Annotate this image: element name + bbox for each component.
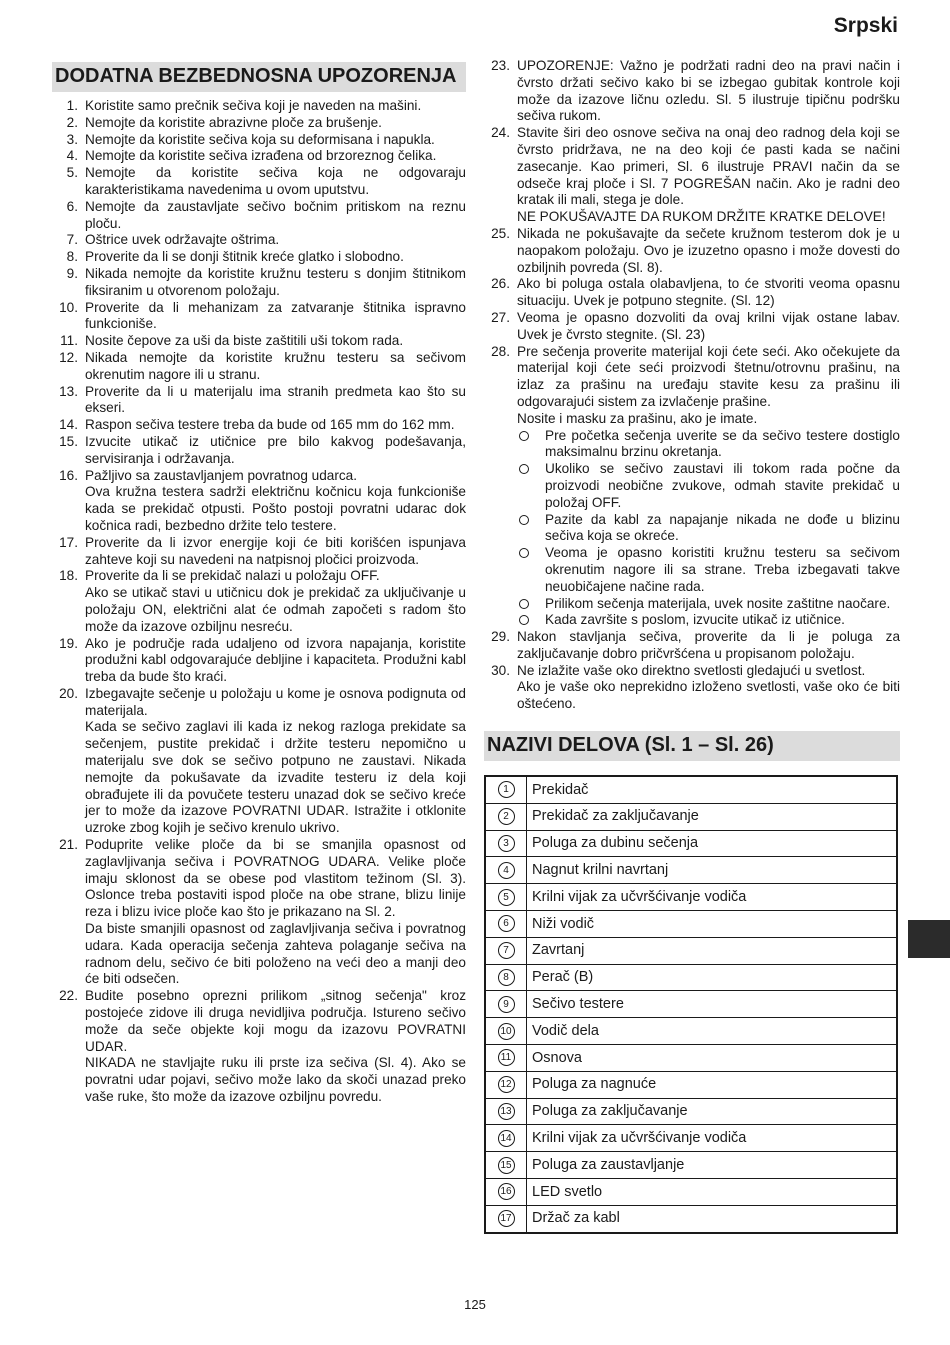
item-number: 5. [66, 165, 78, 181]
part-number-cell [485, 937, 527, 964]
item-body [78, 266, 466, 300]
safety-list-right [484, 58, 900, 713]
table-row [485, 803, 897, 830]
bullet-item [517, 428, 900, 462]
table-row [485, 1179, 897, 1206]
item-paragraph: Koristite samo prečnik sečiva koji je naveden na mašini. [85, 98, 422, 113]
part-name: Poluga za dubinu sečenja [527, 830, 898, 857]
part-number-cell [485, 1045, 527, 1072]
item-paragraph: Nosite čepove za uši da biste zaštitili uši tokom rada. [85, 333, 404, 349]
part-name: Zavrtanj [527, 937, 898, 964]
item-number: 26. [491, 276, 510, 292]
item-paragraph: Proverite da li se donji štitnik kreće glatko i slobodno. [85, 249, 404, 265]
item-body [78, 417, 466, 434]
list-item [52, 148, 466, 165]
item-paragraph: Pre sečenja proverite materijal koji ćete seći. Ako očekujete da materijal koji ćete seći proizvodi štetnu/otrovnu prašinu, na izlaz za prašinu na uređaju stavite kesu za prašinu ili odgovarajući sistem za izvlačenje prašine. [517, 343, 900, 409]
list-item [484, 125, 900, 226]
part-number-cell [485, 1098, 527, 1125]
list-item [52, 568, 466, 635]
part-number: 17 [498, 1210, 515, 1227]
list-item [52, 350, 466, 384]
item-paragraph: Izbegavajte sečenje u položaju u kome je osnova podignuta od materijala. [85, 685, 466, 718]
item-number: 14. [59, 417, 78, 433]
item-paragraph: Nemojte da koristite sečiva koja ne odgovaraju karakteristikama navedenima u ovom uputstvu. [85, 165, 466, 197]
item-body [78, 165, 466, 199]
part-number-cell [485, 1152, 527, 1179]
item-body [78, 384, 466, 418]
item-number: 28. [491, 343, 510, 359]
bullet-item [517, 512, 900, 546]
list-item [52, 636, 466, 686]
list-item [52, 333, 466, 350]
list-item [52, 98, 466, 115]
list-item [52, 384, 466, 418]
right-column [484, 58, 900, 1234]
item-body [78, 636, 466, 686]
item-number: 15. [59, 433, 78, 449]
item-body [78, 350, 466, 384]
list-item [52, 535, 466, 569]
item-number: 23. [491, 58, 510, 73]
item-paragraph: Izvucite utikač iz utičnice pre bilo kakvog podešavanja, servisiranja i održavanja. [85, 433, 466, 466]
part-name: Perač (B) [527, 964, 898, 991]
circle-bullet-icon [517, 596, 545, 613]
item-paragraph: Nemojte da koristite sečiva izrađena od brzoreznog čelika. [85, 148, 437, 164]
left-column [52, 62, 466, 1106]
part-number: 15 [498, 1157, 515, 1174]
item-paragraph: Budite posebno oprezni prilikom „sitnog sečenja" kroz postojeće zidove ili druga nevidljiva područja. Istureno sečivo može da seče objekte koji mogu da izazovu POVRATNI UDAR. [85, 988, 466, 1054]
part-number: 16 [498, 1183, 515, 1200]
part-name: Prekidač [527, 776, 898, 803]
item-number: 6. [66, 198, 78, 214]
circle-bullet-icon [517, 512, 545, 546]
part-number-cell [485, 991, 527, 1018]
list-item [52, 199, 466, 233]
item-paragraph: Da biste smanjili opasnost od zaglavljivanja sečiva i povratnog udara. Kada operacija sečenja zahteva polaganje sečiva na radnom delu, sečivo će biti položeno na veći deo a manji deo će biti odsečen. [85, 921, 466, 987]
item-body [78, 686, 466, 837]
item-number: 1. [66, 98, 78, 113]
bullet-text: Prilikom sečenja materijala, uvek nosite zaštitne naočare. [545, 595, 891, 611]
item-body [78, 98, 466, 115]
item-body [78, 132, 466, 149]
list-item [52, 837, 466, 988]
item-paragraph: Stavite širi deo osnove sečiva na onaj deo radnog dela koji se čvrsto pridržava, ne na deo koji će pasti kada se načini zasecanje. Kao primeri, Sl. 6 ilustruje PRAVI način da se odseče kraj ploče i Sl. 7 POGREŠAN način. Ako je radni deo kratak ili mali, stega je dole. [517, 125, 900, 208]
part-number-cell [485, 911, 527, 938]
safety-list-left [52, 98, 466, 1106]
list-item [52, 434, 466, 468]
bullet-item [517, 612, 900, 629]
list-item [52, 249, 466, 266]
item-body [78, 837, 466, 988]
item-paragraph: NE POKUŠAVAJTE DA RUKOM DRŽITE KRATKE DELOVE! [517, 209, 886, 225]
item-paragraph: Pažljivo sa zaustavljanjem povratnog udarca. [85, 467, 358, 483]
item-body [78, 535, 466, 569]
section-heading-safety: DODATNA BEZBEDNOSNA UPOZORENJA [52, 62, 466, 92]
item-paragraph: Proverite da li izvor energije koji će biti korišćen ispunjava zahteve koji su navedeni na natpisnoj pločici proizvoda. [85, 534, 466, 567]
bullet-item [517, 596, 900, 613]
item-body [78, 468, 466, 535]
list-item [484, 629, 900, 663]
item-paragraph: Poduprite velike ploče da bi se smanjila opasnost od zaglavljivanja sečiva i POVRATNOG UDARA. Velike ploče imaju sklonost da se obese pod vlastitom težinom (Sl. 3). Oslonce treba postaviti ispod ploče na obe strane, blizu linije reza i blizu ivice ploče kao što je prikazano na Sl. 2. [85, 837, 466, 920]
table-row [485, 1018, 897, 1045]
item-number: 18. [59, 568, 78, 584]
bullet-text: Pre početka sečenja uverite se da sečivo testere dostiglo maksimalnu brzinu okretanja. [545, 427, 900, 460]
part-number-cell [485, 803, 527, 830]
item-number: 12. [59, 349, 78, 365]
part-number-cell [485, 776, 527, 803]
part-name: Držač za kabl [527, 1205, 898, 1232]
table-row [485, 1045, 897, 1072]
list-item [484, 663, 900, 713]
item-number: 10. [59, 299, 78, 315]
item-body [510, 58, 900, 125]
bullet-text: Ukoliko se sečivo zaustavi ili tokom rada počne da proizvodi neobične zvukove, odmah stavite prekidač u položaj OFF. [545, 461, 900, 510]
part-number: 2 [498, 808, 515, 825]
item-number: 9. [66, 265, 78, 281]
item-paragraph: Nemojte da zaustavljate sečivo bočnim pritiskom na reznu ploču. [85, 198, 466, 231]
table-row [485, 1125, 897, 1152]
language-side-tab [908, 920, 950, 958]
item-paragraph: Ako bi poluga ostala olabavljena, to će stvoriti veoma opasnu situaciju. Uvek je potpuno stegnite. (Sl. 12) [517, 276, 900, 309]
bullet-list [517, 428, 900, 630]
list-item [52, 115, 466, 132]
item-body [510, 276, 900, 310]
list-item [52, 417, 466, 434]
part-name: Nagnut krilni navrtanj [527, 857, 898, 884]
item-paragraph: Ako je područje rada udaljeno od izvora napajanja, koristite produžni kabl odgovarajuće debljine i kapaciteta. Produžni kabl treba da bude što kraći. [85, 635, 466, 685]
circle-bullet-icon [517, 461, 545, 511]
item-body [78, 148, 466, 165]
item-body [78, 333, 466, 350]
item-body [510, 310, 900, 344]
part-name: Prekidač za zaključavanje [527, 803, 898, 830]
part-number-cell [485, 857, 527, 884]
item-body [78, 232, 466, 249]
item-number: 19. [59, 635, 78, 651]
table-row [485, 857, 897, 884]
table-row [485, 911, 897, 938]
part-name: Poluga za nagnuće [527, 1071, 898, 1098]
list-item [484, 226, 900, 276]
item-body [510, 344, 900, 630]
part-number: 10 [498, 1023, 515, 1040]
list-item [52, 132, 466, 149]
list-item [484, 276, 900, 310]
part-number: 1 [498, 781, 515, 798]
item-number: 3. [66, 131, 78, 147]
table-row [485, 937, 897, 964]
bullet-item [517, 545, 900, 595]
part-number-cell [485, 1205, 527, 1232]
list-item [52, 266, 466, 300]
bullet-text: Kada završite s poslom, izvucite utikač iz utičnice. [545, 612, 845, 628]
item-body [78, 199, 466, 233]
item-number: 16. [59, 467, 78, 483]
circle-bullet-icon [517, 612, 545, 629]
table-row [485, 884, 897, 911]
list-item [52, 686, 466, 837]
item-number: 13. [59, 383, 78, 399]
item-number: 29. [491, 629, 510, 645]
item-paragraph: Ako se utikač stavi u utičnicu dok je prekidač za uključivanje u položaju ON, električni alat će odmah započeti s radom što može da izazove ozbiljnu nesreću. [85, 585, 466, 634]
list-item [484, 58, 900, 125]
item-paragraph: Nemojte da koristite abrazivne ploče za brušenje. [85, 114, 382, 130]
part-name: Osnova [527, 1045, 898, 1072]
item-paragraph: Nakon stavljanja sečiva, proverite da li je poluga za zaključavanje dobro pričvršćena u propisanom položaju. [517, 629, 900, 661]
parts-table [484, 775, 898, 1234]
part-name: Krilni vijak za učvršćivanje vodiča [527, 884, 898, 911]
list-item [484, 310, 900, 344]
part-number: 5 [498, 889, 515, 906]
list-item [52, 988, 466, 1106]
list-item [52, 468, 466, 535]
part-number-cell [485, 1179, 527, 1206]
item-paragraph: Nikada nemojte da koristite kružnu testeru s donjim štitnikom fiksiranim u otvorenom položaju. [85, 265, 466, 298]
item-number: 20. [59, 685, 78, 701]
item-number: 17. [59, 534, 78, 550]
part-number: 14 [498, 1130, 515, 1147]
part-name: Poluga za zaključavanje [527, 1098, 898, 1125]
part-number-cell [485, 1018, 527, 1045]
part-number: 4 [498, 862, 515, 879]
item-paragraph: Proverite da li se prekidač nalazi u položaju OFF. [85, 568, 380, 584]
item-paragraph: Proverite da li mehanizam za zatvaranje štitnika ispravno funkcioniše. [85, 299, 466, 332]
part-name: Sečivo testere [527, 991, 898, 1018]
item-paragraph: Oštrice uvek održavajte oštrima. [85, 232, 280, 248]
part-number: 8 [498, 969, 515, 986]
item-paragraph: Raspon sečiva testere treba da bude od 165 mm do 162 mm. [85, 417, 455, 433]
table-row [485, 964, 897, 991]
item-number: 4. [66, 148, 78, 164]
table-row [485, 1205, 897, 1232]
circle-bullet-icon [517, 428, 545, 462]
item-body [78, 988, 466, 1106]
item-paragraph: UPOZORENJE: Važno je podržati radni deo na pravi način i čvrsto držati sečivo kako bi se izbegao gubitak kontrole koji može da izazove ličnu ozledu. Sl. 5 ilustruje tipičnu podršku sečiva rukom. [517, 58, 900, 124]
item-number: 25. [491, 225, 510, 241]
language-label: Srpski [833, 14, 898, 37]
item-paragraph: Nikada ne pokušavajte da sečete kružnom testerom dok je u naopakom položaju. Ovo je izuzetno opasno i može dovesti do ozbiljnih povreda (Sl. 8). [517, 225, 900, 275]
part-name: Vodič dela [527, 1018, 898, 1045]
item-number: 22. [59, 988, 78, 1004]
page-number: 125 [464, 1297, 486, 1312]
table-row [485, 776, 897, 803]
part-number: 11 [498, 1049, 515, 1066]
item-number: 8. [66, 249, 78, 265]
item-body [78, 115, 466, 132]
item-body [510, 629, 900, 663]
part-number: 12 [498, 1076, 515, 1093]
item-paragraph: Ne izlažite vaše oko direktno svetlosti gledajući u svetlost. [517, 662, 866, 678]
item-number: 27. [491, 309, 510, 325]
part-number: 6 [498, 915, 515, 932]
part-name: Poluga za zaustavljanje [527, 1152, 898, 1179]
circle-bullet-icon [517, 545, 545, 595]
item-body [510, 663, 900, 713]
item-paragraph: NIKADA ne stavljajte ruku ili prste iza sečiva (Sl. 4). Ako se povratni udar pojavi, sečivo može lako da skoči unazad preko vaše ruke, što može da izazove ozbiljnu povredu. [85, 1055, 466, 1105]
part-name: Niži vodič [527, 911, 898, 938]
list-item [484, 344, 900, 630]
part-name: Krilni vijak za učvršćivanje vodiča [527, 1125, 898, 1152]
item-paragraph: Proverite da li u materijalu ima stranih predmeta kao što su ekseri. [85, 383, 466, 416]
part-number-cell [485, 884, 527, 911]
part-number-cell [485, 1071, 527, 1098]
item-body [78, 300, 466, 334]
item-paragraph: Nikada nemojte da koristite kružnu testeru sa sečivom okrenutim nagore ili u stranu. [85, 349, 466, 382]
item-paragraph: Veoma je opasno dozvoliti da ovaj krilni vijak ostane labav. Uvek je čvrsto stegnite. (Sl. 23) [517, 309, 900, 342]
bullet-text: Veoma je opasno koristiti kružnu testeru sa sečivom okrenutim nagore ili sa strane. Treba izbegavati takve neuobičajene načine rada. [545, 545, 900, 594]
bullet-item [517, 461, 900, 511]
part-number: 3 [498, 835, 515, 852]
bullet-text: Pazite da kabl za napajanje nikada ne dođe u blizinu sečiva koja se okreće. [545, 511, 900, 544]
list-item [52, 165, 466, 199]
list-item [52, 300, 466, 334]
part-name: LED svetlo [527, 1179, 898, 1206]
item-body [510, 226, 900, 276]
item-number: 24. [491, 125, 510, 141]
item-paragraph: Ako je vaše oko neprekidno izloženo svetlosti, vaše oko će biti oštećeno. [517, 679, 900, 712]
item-paragraph: Nosite i masku za prašinu, ako je imate. [517, 410, 758, 426]
item-body [510, 125, 900, 226]
table-row [485, 991, 897, 1018]
part-number: 9 [498, 996, 515, 1013]
part-number: 7 [498, 942, 515, 959]
part-number: 13 [498, 1103, 515, 1120]
item-number: 2. [66, 114, 78, 130]
part-number-cell [485, 830, 527, 857]
list-item [52, 232, 466, 249]
section-heading-parts: NAZIVI DELOVA (Sl. 1 – Sl. 26) [484, 731, 900, 761]
item-number: 7. [66, 232, 78, 248]
item-body [78, 568, 466, 635]
table-row [485, 1098, 897, 1125]
item-paragraph: Ova kružna testera sadrži električnu kočnicu koja funkcioniše kada se prekidač otpusti. Pošto postoji povratni udarac dok kočnica radi, bezbedno držite telo testere. [85, 484, 466, 533]
item-number: 21. [59, 837, 78, 853]
item-body [78, 434, 466, 468]
table-row [485, 830, 897, 857]
item-number: 30. [491, 662, 510, 678]
table-row [485, 1152, 897, 1179]
item-body [78, 249, 466, 266]
item-paragraph: Nemojte da koristite sečiva koja su deformisana i napukla. [85, 131, 435, 147]
item-paragraph: Kada se sečivo zaglavi ili kada iz nekog razloga prekidate sa sečenjem, pustite prekidač i držite testeru nepomično u materijalu sve dok se sečivo potpuno ne zaustavi. Nikada nemojte da pokušavate da izvadite testeru iz dela koji obrađujete ili da povučete testeru unazad dok se sečivo kreće jer to može da izazove POVRATNI UDAR. Istražite i otklonite uzroke zbog kojih je sečivo krenulo ukrivo. [85, 719, 466, 836]
part-number-cell [485, 1125, 527, 1152]
part-number-cell [485, 964, 527, 991]
item-number: 11. [60, 333, 78, 349]
table-row [485, 1071, 897, 1098]
